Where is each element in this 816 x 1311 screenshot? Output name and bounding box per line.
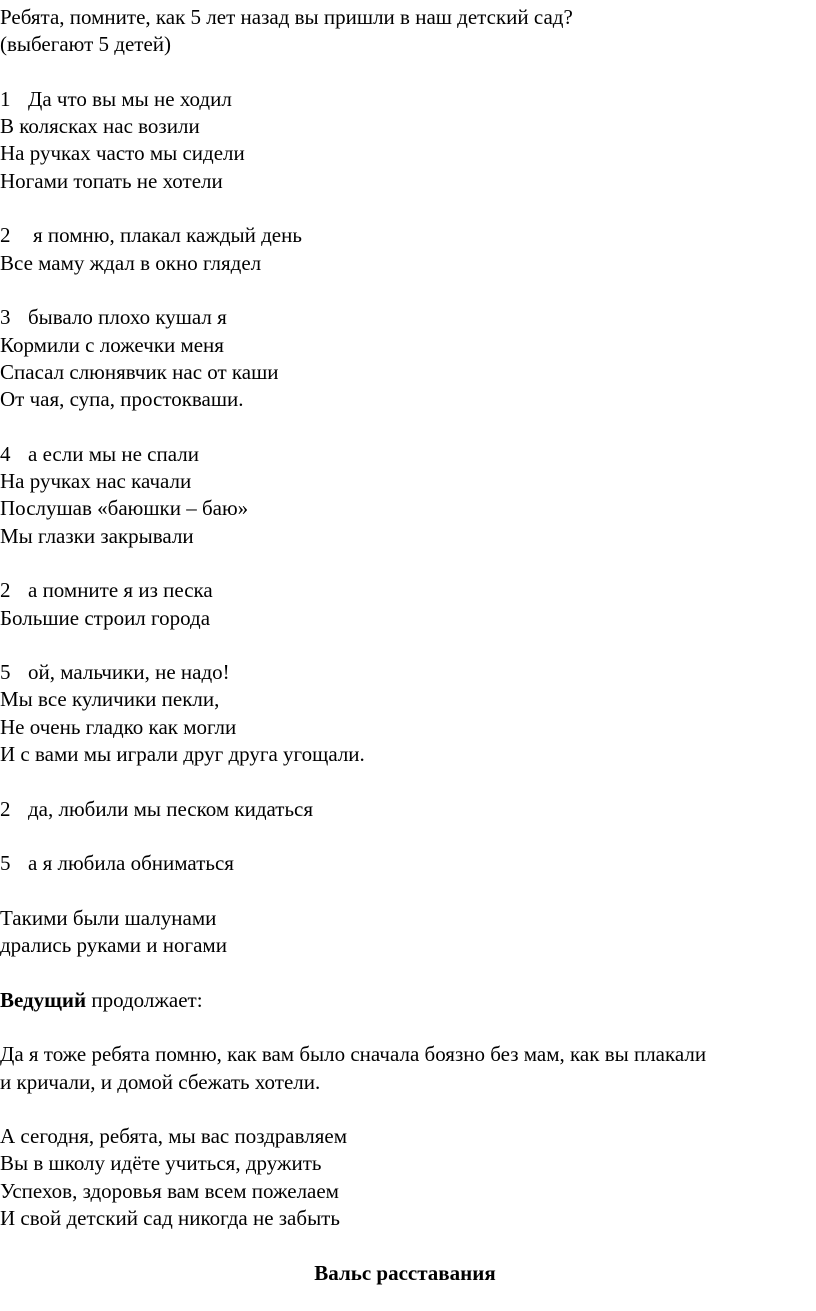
stanza-line: Ногами топать не хотели [0, 168, 223, 193]
stanza-line: Не очень гладко как могли [0, 714, 237, 739]
stanza [0, 796, 810, 823]
verse-line: Такими были шалунами [0, 905, 217, 930]
document-page [0, 4, 810, 1287]
stanza [0, 577, 810, 632]
leader-name: Ведущий [0, 987, 87, 1012]
child-number: 2 [0, 796, 11, 821]
intro-line: Ребята, помните, как 5 лет назад вы пришли в наш детский сад? [0, 5, 573, 29]
child-number: 2 [0, 578, 11, 603]
stanza-line: я помню, плакал каждый день [33, 223, 302, 248]
child-number: 5 [0, 660, 11, 685]
poem-line: Успехов, здоровья вам всем пожелаем [0, 1178, 339, 1203]
poem-line: И свой детский сад никогда не забыть [0, 1206, 340, 1231]
stanza-line: Мы глазки закрывали [0, 523, 194, 548]
stanza-line: а если мы не спали [28, 441, 199, 466]
stanza-line: В колясках нас возили [0, 114, 200, 139]
stanza-line: На ручках часто мы сидели [0, 141, 245, 166]
stanza-line: Спасал слюнявчик нас от каши [0, 359, 279, 384]
stanza [0, 222, 810, 277]
stanza-line: Кормили с ложечки меня [0, 332, 224, 357]
child-number: 2 [0, 223, 11, 248]
stanza-line: От чая, супа, простокваши. [0, 387, 244, 412]
verse-line: дрались руками и ногами [0, 933, 227, 958]
stanza [0, 441, 810, 550]
stanza-line: На ручках нас качали [0, 469, 192, 494]
poem-line: А сегодня, ребята, мы вас поздравляем [0, 1124, 348, 1149]
child-number: 4 [0, 441, 11, 466]
stanza-line: Мы все куличики пекли, [0, 687, 220, 712]
stage-direction: (выбегают 5 детей) [0, 32, 172, 57]
stanza-line: ой, мальчики, не надо! [28, 660, 230, 685]
stanza-line: Да что вы мы не ходил [28, 86, 232, 111]
paragraph-line: Да я тоже ребята помню, как вам было сначала боязно без мам, как вы плакали [0, 1042, 707, 1067]
stanza-line: Большие строил города [0, 605, 211, 630]
poem-line: Вы в школу идёте учиться, дружить [0, 1151, 322, 1176]
stanza-line: а я любила обниматься [28, 851, 234, 876]
stanza-line: И с вами мы играли друг друга угощали. [0, 742, 365, 767]
section-title: Вальс расставания [314, 1260, 496, 1285]
stanza-line: да, любили мы песком кидаться [28, 796, 314, 821]
leader-verb: продолжает: [86, 987, 203, 1012]
child-number: 1 [0, 86, 11, 111]
child-number: 3 [0, 305, 11, 330]
stanza-line: а помните я из песка [28, 578, 213, 603]
stanza-line: бывало плохо кушал я [28, 305, 227, 330]
stanza [0, 304, 810, 413]
stanza-line: Послушав «баюшки – баю» [0, 496, 249, 521]
child-number: 5 [0, 851, 11, 876]
stanza [0, 86, 810, 195]
stanza-line: Все маму ждал в окно глядел [0, 250, 262, 275]
leader-remark [0, 987, 810, 1014]
stanza [0, 850, 810, 877]
stanza [0, 659, 810, 768]
paragraph-line: и кричали, и домой сбежать хотели. [0, 1069, 321, 1094]
